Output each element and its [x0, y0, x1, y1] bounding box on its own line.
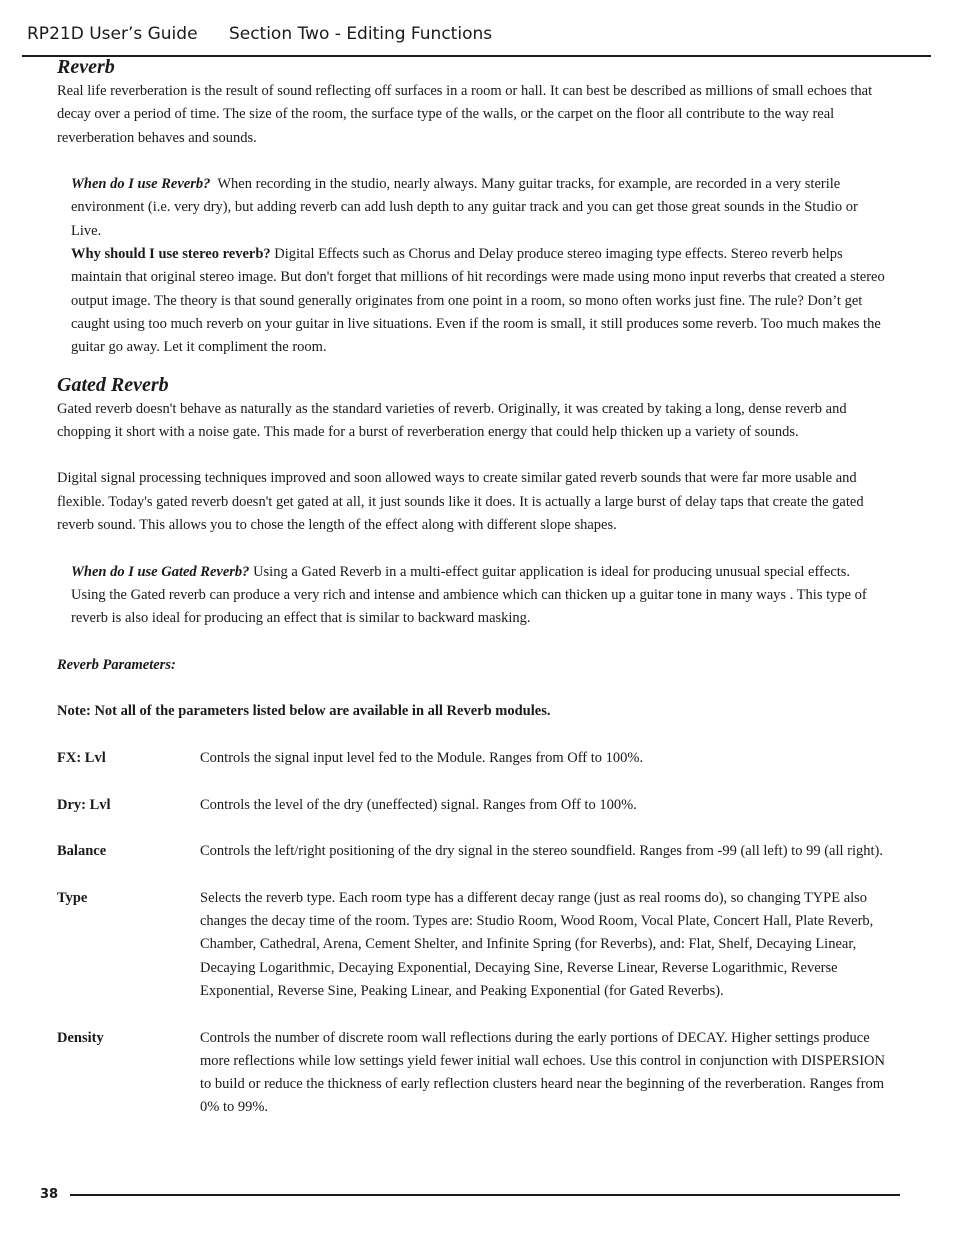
- param-row-type: [57, 887, 887, 1003]
- param-description: Controls the left/right positioning of the dry signal in the stereo soundfield. Ranges from -99 (all left) to 99 (all right).: [200, 843, 883, 860]
- param-row-dry-lvl: [57, 794, 887, 817]
- parameters-note: Note: Not all of the parameters listed below are available in all Reverb modules.: [57, 703, 551, 720]
- reverb-parameters-heading: Reverb Parameters:: [57, 656, 176, 673]
- spacer: [57, 444, 887, 467]
- param-term: Dry: Lvl: [57, 796, 111, 813]
- param-description: Selects the reverb type. Each room type has a different decay range (just as real rooms do), so changing TYPE also changes the decay time of the room. Types are: Studio Room, Wood Room, Vocal Plate, Concert Hall, Plate Reverb, Chamber, Cathedral, Arena, Cement Shelter, and Infinite Spring (for Reverbs), and: Flat, Shelf, Decaying Linear, Decaying Logarithmic, Decaying Exponential, Decaying Sine, Reverse Linear, Reverse Logarithmic, Reverse Exponential, Reverse Sine, Peaking Linear, and Peaking Exponential (for Gated Reverbs).: [200, 889, 874, 999]
- reverb-why-paragraph: [71, 243, 887, 359]
- spacer: [57, 537, 887, 560]
- spacer: [57, 1003, 887, 1026]
- spacer: [57, 150, 887, 173]
- param-term: Type: [57, 889, 88, 906]
- param-row-fx-lvl: [57, 747, 887, 770]
- page-content: [57, 54, 887, 1120]
- reverb-why-text: Digital Effects such as Chorus and Delay produce stereo imaging type effects. Stereo reverb helps maintain that original stereo image. But don't forget that millions of hit recordings were made using mono input reverbs that created a stereo output image. The theory is that sound generally originates from one point in a room, so mono often works just fine. The rule? Don’t get caught using too much reverb on your guitar in live situations. Even if the room is small, it still produces some reverb. Too much makes the guitar go away. Let it compliment the room.: [71, 246, 885, 356]
- spacer: [57, 770, 887, 793]
- reverb-when-lead: When do I use Reverb?: [71, 176, 211, 193]
- reverb-intro: Real life reverberation is the result of sound reflecting off surfaces in a room or hall. It can best be described as millions of small echoes that decay over a period of time. The size of the room, the surface type of the walls, or the carpet on the floor all contribute to the way real reverberation behaves and sounds.: [57, 83, 873, 146]
- gated-when-paragraph: [71, 561, 887, 631]
- param-description: Controls the number of discrete room wall reflections during the early portions of DECAY. Higher settings produce more reflections while low settings yield fewer initial wall echoes. Use this control in conjunction with DISPERSION to build or reduce the thickness of early reflection clusters heard near the beginning of the reverberation. Ranges from 0% to 99%.: [200, 1029, 885, 1116]
- gated-reverb-heading: Gated Reverb: [57, 373, 169, 396]
- reverb-why-lead: Why should I use stereo reverb?: [71, 246, 271, 263]
- param-term: Density: [57, 1029, 104, 1046]
- param-row-balance: [57, 840, 887, 863]
- reverb-when-paragraph: [71, 173, 887, 243]
- spacer: [57, 817, 887, 840]
- param-term: FX: Lvl: [57, 750, 106, 767]
- param-term: Balance: [57, 843, 107, 860]
- gated-when-text: Using a Gated Reverb in a multi-effect guitar application is ideal for producing unusual special effects. Using the Gated reverb can produce a very rich and intense and ambience which can thicken up a guitar tone in many ways . This type of reverb is also ideal for producing an effect that is similar to backward masking.: [71, 563, 867, 627]
- gated-paragraph-2: Digital signal processing techniques improved and soon allowed ways to create similar gated reverb sounds that were far more usable and flexible. Today's gated reverb doesn't get gated at all, it just sounds like it does. It is actually a large burst of delay taps that create the gated reverb sound. This allows you to chose the length of the effect along with different slope shapes.: [57, 470, 864, 534]
- param-description: Controls the level of the dry (uneffected) signal. Ranges from Off to 100%.: [200, 796, 637, 813]
- spacer: [57, 677, 887, 700]
- spacer: [57, 864, 887, 887]
- gated-paragraph-1: Gated reverb doesn't behave as naturally as the standard varieties of reverb. Originally, it was created by taking a long, dense reverb and chopping it short with a noise gate. This made for a burst of reverberation energy that could help thicken up a variety of sounds.: [57, 400, 847, 440]
- page-number: 38: [40, 1187, 59, 1202]
- page-header: [27, 24, 492, 44]
- guide-title: RP21D User’s Guide: [27, 24, 198, 44]
- spacer: [57, 360, 887, 372]
- reverb-when-text: When recording in the studio, nearly always. Many guitar tracks, for example, are recorded in a very sterile environment (i.e. very dry), but adding reverb can add lush depth to any guitar track and you can get those great sounds in the Studio or Live.: [71, 176, 862, 239]
- gated-when-lead: When do I use Gated Reverb?: [71, 563, 250, 580]
- reverb-heading: Reverb: [57, 56, 115, 78]
- section-title: Section Two - Editing Functions: [228, 24, 493, 44]
- spacer: [57, 631, 887, 654]
- spacer: [57, 724, 887, 747]
- param-row-density: [57, 1027, 887, 1120]
- param-description: Controls the signal input level fed to the Module. Ranges from Off to 100%.: [200, 750, 644, 767]
- footer-rule: [70, 1194, 900, 1196]
